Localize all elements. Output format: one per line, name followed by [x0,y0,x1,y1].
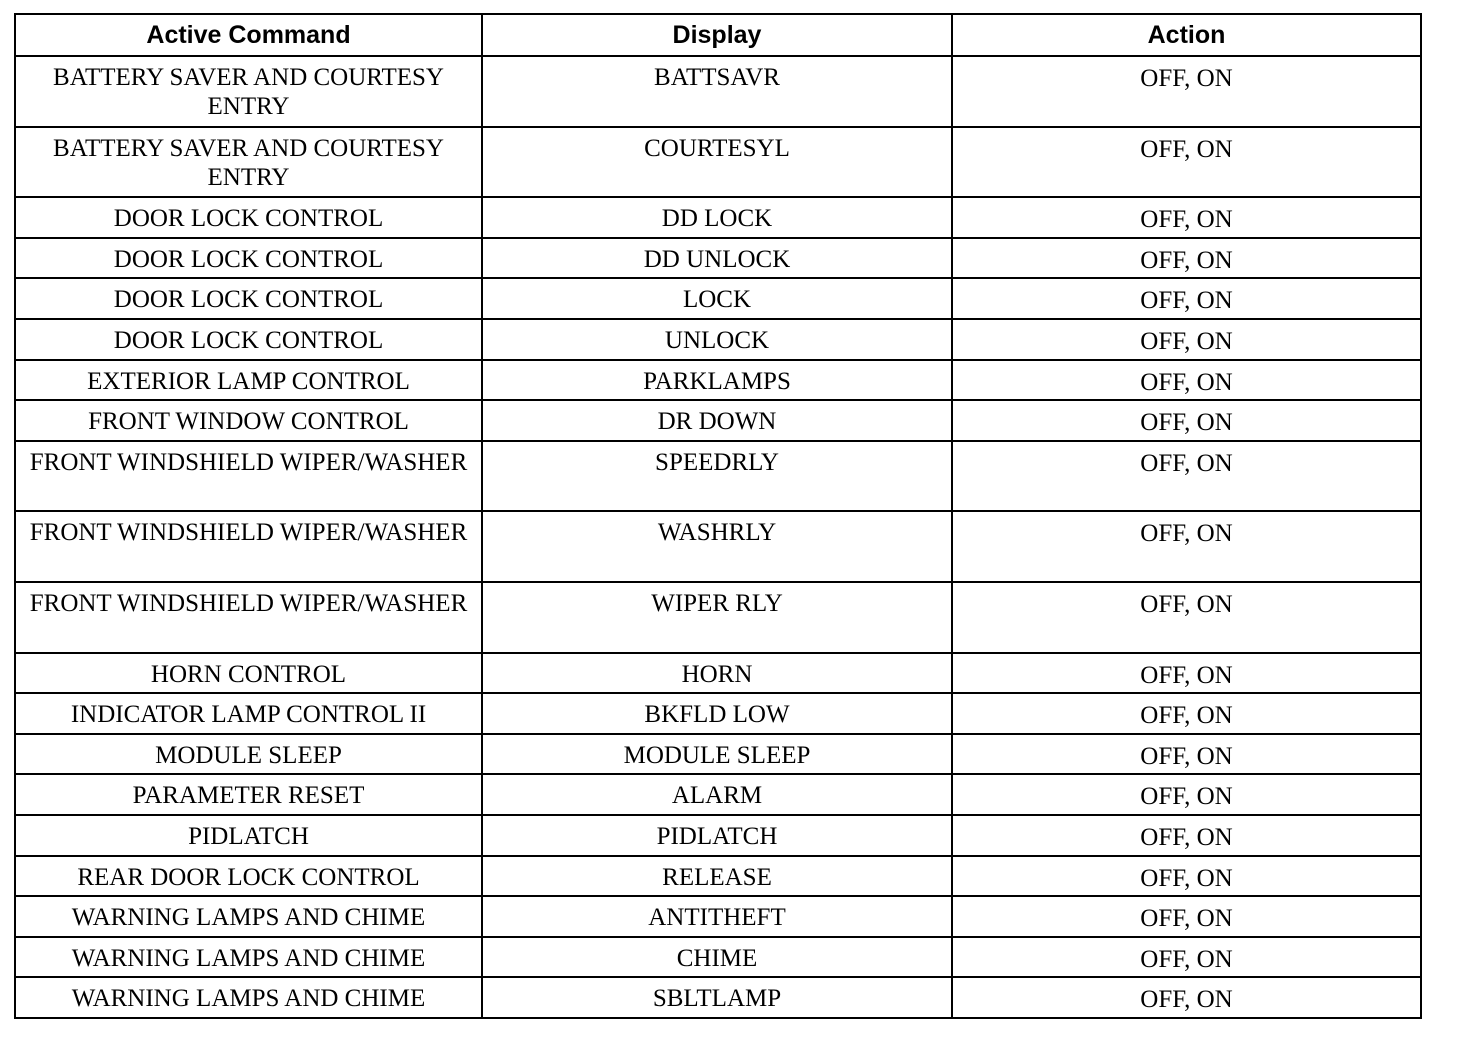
command-cell: PARAMETER RESET [15,774,482,815]
table-row [15,360,1421,401]
table-row [15,582,1421,653]
display-cell: LOCK [482,278,952,319]
action-cell: OFF, ON [952,653,1421,694]
table-row [15,197,1421,238]
table-row [15,56,1421,127]
display-cell: SBLTLAMP [482,977,952,1018]
display-cell: BKFLD LOW [482,693,952,734]
display-cell: ANTITHEFT [482,896,952,937]
command-cell: DOOR LOCK CONTROL [15,278,482,319]
action-cell: OFF, ON [952,937,1421,978]
display-cell: CHIME [482,937,952,978]
display-cell: RELEASE [482,856,952,897]
action-cell: OFF, ON [952,197,1421,238]
command-cell: DOOR LOCK CONTROL [15,197,482,238]
action-cell: OFF, ON [952,734,1421,775]
table-row [15,127,1421,198]
table-row [15,815,1421,856]
action-cell: OFF, ON [952,400,1421,441]
command-cell: DOOR LOCK CONTROL [15,319,482,360]
table-row [15,734,1421,775]
action-cell: OFF, ON [952,360,1421,401]
action-cell: OFF, ON [952,56,1421,127]
display-cell: SPEEDRLY [482,441,952,512]
table-row [15,896,1421,937]
display-cell: WASHRLY [482,511,952,582]
command-cell: INDICATOR LAMP CONTROL II [15,693,482,734]
action-cell: OFF, ON [952,278,1421,319]
command-cell: BATTERY SAVER AND COURTESY ENTRY [15,127,482,198]
display-cell: WIPER RLY [482,582,952,653]
table-row [15,511,1421,582]
action-cell: OFF, ON [952,856,1421,897]
display-cell: HORN [482,653,952,694]
command-cell: BATTERY SAVER AND COURTESY ENTRY [15,56,482,127]
command-cell: WARNING LAMPS AND CHIME [15,896,482,937]
command-cell: MODULE SLEEP [15,734,482,775]
command-cell: FRONT WINDOW CONTROL [15,400,482,441]
action-cell: OFF, ON [952,319,1421,360]
action-cell: OFF, ON [952,774,1421,815]
table-row [15,937,1421,978]
display-cell: PIDLATCH [482,815,952,856]
action-cell: OFF, ON [952,441,1421,512]
command-cell: WARNING LAMPS AND CHIME [15,977,482,1018]
header-action: Action [952,14,1421,56]
header-row [15,14,1421,56]
display-cell: DD UNLOCK [482,238,952,279]
display-cell: UNLOCK [482,319,952,360]
table-row [15,278,1421,319]
action-cell: OFF, ON [952,977,1421,1018]
action-cell: OFF, ON [952,896,1421,937]
active-command-table [14,13,1422,1019]
command-cell: FRONT WINDSHIELD WIPER/WASHER [15,511,482,582]
command-cell: EXTERIOR LAMP CONTROL [15,360,482,401]
table-row [15,653,1421,694]
display-cell: MODULE SLEEP [482,734,952,775]
command-cell: REAR DOOR LOCK CONTROL [15,856,482,897]
display-cell: COURTESYL [482,127,952,198]
display-cell: BATTSAVR [482,56,952,127]
command-cell: PIDLATCH [15,815,482,856]
action-cell: OFF, ON [952,693,1421,734]
display-cell: DD LOCK [482,197,952,238]
command-cell: FRONT WINDSHIELD WIPER/WASHER [15,582,482,653]
display-cell: DR DOWN [482,400,952,441]
display-cell: ALARM [482,774,952,815]
table-row [15,400,1421,441]
table-row [15,977,1421,1018]
table-row [15,693,1421,734]
action-cell: OFF, ON [952,582,1421,653]
table-row [15,856,1421,897]
table-row [15,319,1421,360]
command-cell: WARNING LAMPS AND CHIME [15,937,482,978]
header-display: Display [482,14,952,56]
header-active-command: Active Command [15,14,482,56]
action-cell: OFF, ON [952,127,1421,198]
action-cell: OFF, ON [952,815,1421,856]
table-row [15,238,1421,279]
command-cell: HORN CONTROL [15,653,482,694]
display-cell: PARKLAMPS [482,360,952,401]
table-row [15,774,1421,815]
action-cell: OFF, ON [952,238,1421,279]
table-row [15,441,1421,512]
action-cell: OFF, ON [952,511,1421,582]
command-cell: DOOR LOCK CONTROL [15,238,482,279]
command-cell: FRONT WINDSHIELD WIPER/WASHER [15,441,482,512]
